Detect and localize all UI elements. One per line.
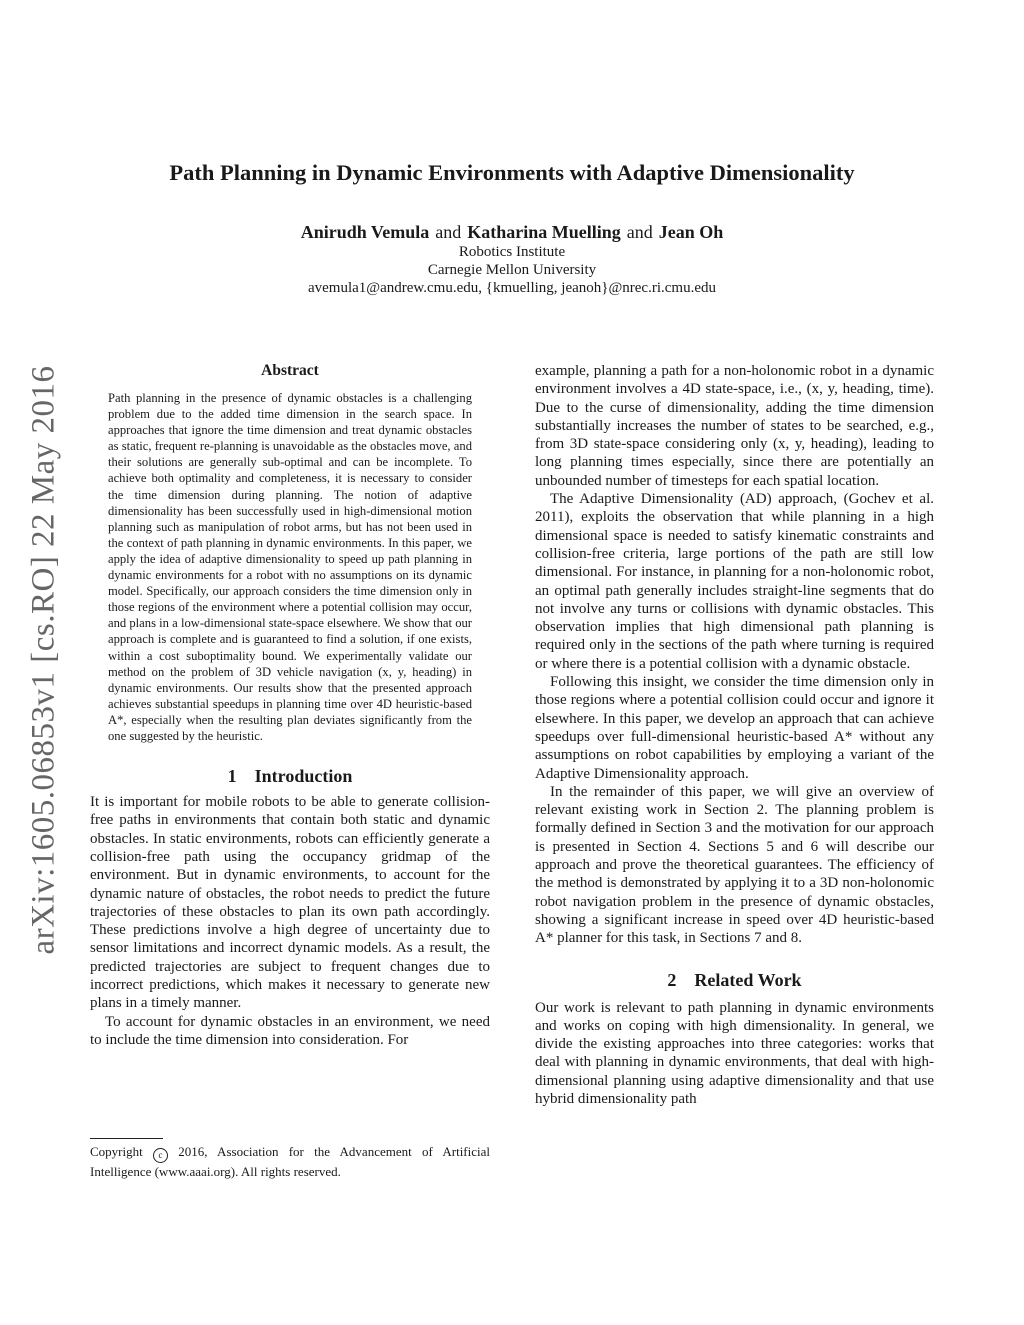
body-paragraph: The Adaptive Dimensionality (AD) approach, (Gochev et al. 2011), exploits the observation that while planning in a high dimensional space is needed to satisfy kinematic constraints and collision-free criteria, large portions of the path are still low dimensional. For instance, in planning for a non-holonomic robot, an optimal path generally includes straight-line segments that do not involve any turns or collisions with dynamic obstacles. This observation implies that high dimensional path planning is required only in the sections of the path where turning is required or where there is a potential collision with a dynamic obstacle. [535,491,934,672]
footnote-text [90,1143,490,1180]
footnote-body: 2016, Association for the Advancement of Artificial Intelligence (www.aaai.org). All rights reserved. [90,1144,491,1179]
intro-paragraph: It is important for mobile robots to be able to generate collision-free paths in environments that contain both static and dynamic obstacles. In static environments, robots can efficiently generate a collision-free path using the occupancy gridmap of the environment. But in dynamic environments, to account for the dynamic nature of obstacles, the robot needs to predict the future trajectories of these obstacles to plan its own path accordingly. These predictions involve a high degree of uncertainty due to sensor limitations and incorrect dynamic models. As a result, the predicted trajectories are subject to frequent changes due to incorrect predictions, which makes it necessary to generate new plans in a timely manner. [90,794,490,1012]
section-heading-related-work [535,970,934,991]
section-heading-introduction [90,766,490,787]
author-name: Katharina Muelling [467,222,621,242]
body-paragraph: example, planning a path for a non-holonomic robot in a dynamic environment involves a 4D state-space, i.e., (x, y, heading, time). Due to the curse of dimensionality, adding the time dimension substantially increases the number of states to be searched, e.g., from 3D state-space considering only (x, y, heading), leading to long planning times especially, since there are potentially an unbounded number of timesteps for each spatial location. [535,363,934,489]
section-title: Related Work [694,969,802,990]
author-separator: and [626,222,653,242]
left-column [90,362,490,1049]
body-paragraph: In the remainder of this paper, we will give an overview of relevant existing work in Section 2. The planning problem is formally defined in Section 3 and the motivation for our approach is presented in Section 4. Sections 5 and 6 will describe our approach and prove the theoretical guarantees. The efficiency of the method is demonstrated by applying it to a 3D non-holonomic robot navigation problem in the presence of dynamic obstacles, showing a significant increase in speed over 4D heuristic-based A* planner for this task, in Sections 7 and 8. [535,783,934,947]
body-paragraph: Following this insight, we consider the time dimension only in those regions where a potential collision could occur and ignore it elsewhere. In this paper, we develop an approach that can achieve speedups over full-dimensional heuristic-based A* without any assumptions on robot capabilities by employing a variant of the Adaptive Dimensionality approach. [535,674,934,782]
footnote-prefix: Copyright [90,1144,143,1159]
body-paragraph: Our work is relevant to path planning in dynamic environments and works on coping with high dimensionality. In general, we divide the existing approaches into three categories: works that deal with planning in dynamic environments, that deal with high-dimensional planning using adaptive dimensionality and that use hybrid dimensionality path [535,999,934,1107]
copyright-footnote [90,1138,490,1180]
abstract-heading: Abstract [261,362,319,379]
affiliation-institute: Robotics Institute [458,244,566,260]
right-column [535,362,934,1108]
copyright-icon: c [153,1148,168,1163]
abstract-text: Path planning in the presence of dynamic obstacles is a challenging problem due to the added time dimension in the search space. In approaches that ignore the time dimension and treat dynamic obstacles as static, frequent re-planning is unavoidable as the obstacles move, and their solutions are generally sub-optimal and can be incomplete. To achieve both optimality and completeness, it is necessary to consider the time dimension during planning. The notion of adaptive dimensionality has been successfully used in high-dimensional motion planning such as manipulation of robot arms, but has not been used in the context of path planning in dynamic environments. In this paper, we apply the idea of adaptive dimensionality to speed up path planning in dynamic environments for a robot with no assumptions on its dynamic model. Specifically, our approach considers the time dimension only in those regions of the environment where a potential collision may occur, and plans in a low-dimensional state-space elsewhere. We show that our approach is complete and is guaranteed to find a solution, if one exists, within a cost suboptimality bound. We experimentally validate our method on the problem of 3D vehicle navigation (x, y, heading) in dynamic environments. Our results show that the presented approach achieves substantial speedups in planning time over 4D heuristic-based A*, especially when the resulting plan deviates significantly from the one suggested by the heuristic. [108,391,472,743]
author-list [0,222,1024,243]
author-name: Jean Oh [658,222,724,242]
author-separator: and [435,222,462,242]
section-number: 2 [667,969,677,990]
section-number: 1 [227,766,237,787]
footnote-rule [90,1138,163,1139]
intro-paragraph: To account for dynamic obstacles in an environment, we need to include the time dimension into consideration. For [90,1013,490,1048]
author-name: Anirudh Vemula [300,222,430,242]
affiliation-university: Carnegie Mellon University [427,262,597,278]
paper-title: Path Planning in Dynamic Environments with Adaptive Dimensionality [169,160,855,185]
arxiv-identifier: arXiv:1605.06853v1 [cs.RO] 22 May 2016 [25,365,62,955]
section-title: Introduction [254,766,353,787]
author-emails: avemula1@andrew.cmu.edu, {kmuelling, jeanoh}@nrec.ri.cmu.edu [307,280,716,296]
